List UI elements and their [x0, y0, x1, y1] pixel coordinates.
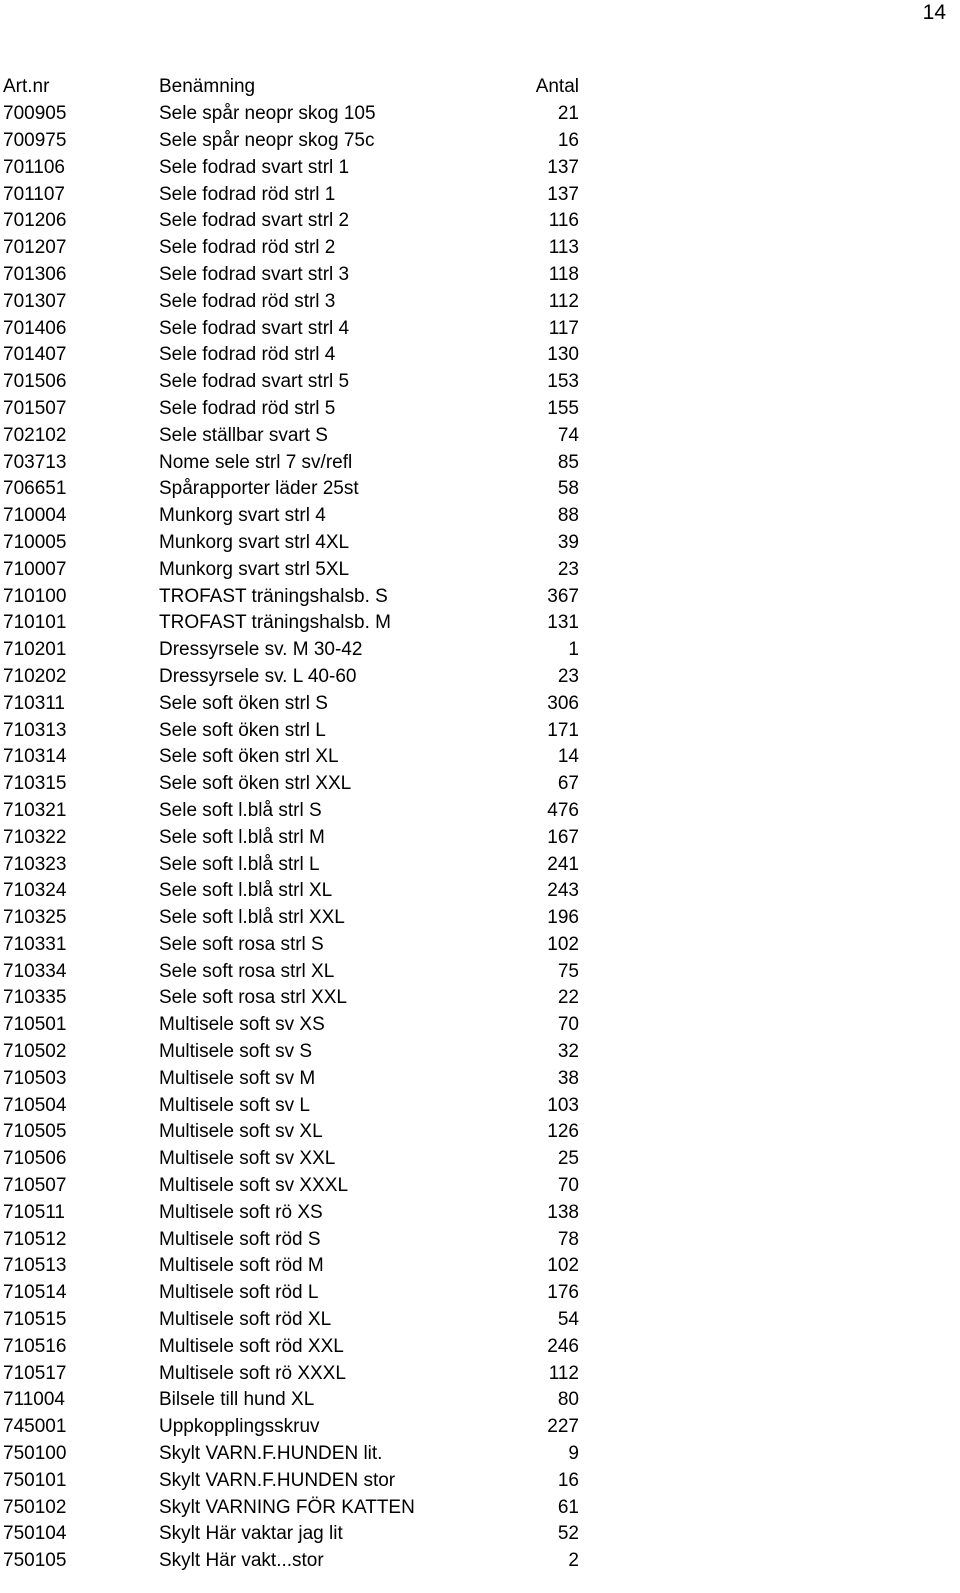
- cell-name: Multisele soft röd XXL: [159, 1335, 344, 1357]
- cell-quantity: 138: [547, 1201, 579, 1223]
- cell-quantity: 61: [557, 1496, 579, 1518]
- cell-art-nr: 745001: [3, 1416, 67, 1438]
- table-row: [3, 1092, 583, 1119]
- table-row: [3, 1065, 583, 1092]
- table-row: [3, 1253, 583, 1280]
- cell-name: Dressyrsele sv. M 30-42: [159, 639, 363, 661]
- cell-name: Sele fodrad svart strl 3: [159, 263, 350, 285]
- cell-quantity: 246: [547, 1335, 579, 1357]
- cell-name: Multisele soft sv XXL: [159, 1148, 336, 1170]
- cell-art-nr: 750100: [3, 1443, 67, 1465]
- cell-art-nr: 710331: [3, 933, 67, 955]
- cell-quantity: 102: [547, 1255, 579, 1277]
- table-row: [3, 342, 583, 369]
- table-row: [3, 1280, 583, 1307]
- cell-art-nr: 710313: [3, 719, 67, 741]
- cell-quantity: 78: [557, 1228, 579, 1250]
- table-row: [3, 1226, 583, 1253]
- cell-quantity: 58: [557, 478, 579, 500]
- cell-quantity: 14: [557, 746, 579, 768]
- cell-art-nr: 701507: [3, 397, 67, 419]
- table-row: [3, 208, 583, 235]
- table-row: [3, 101, 583, 128]
- cell-art-nr: 710324: [3, 880, 67, 902]
- table-row: [3, 1012, 583, 1039]
- table-row: [3, 422, 583, 449]
- table-row: [3, 824, 583, 851]
- cell-art-nr: 710506: [3, 1148, 67, 1170]
- cell-name: Skylt VARNING FÖR KATTEN: [159, 1496, 415, 1518]
- cell-art-nr: 710335: [3, 987, 67, 1009]
- table-row: [3, 396, 583, 423]
- table-row: [3, 851, 583, 878]
- cell-quantity: 306: [547, 692, 579, 714]
- table-row: [3, 369, 583, 396]
- cell-name: Sele soft öken strl XL: [159, 746, 339, 768]
- cell-art-nr: 710004: [3, 505, 67, 527]
- cell-quantity: 196: [547, 907, 579, 929]
- table-row: [3, 771, 583, 798]
- table-header: [3, 74, 583, 101]
- cell-name: Sele soft rosa strl S: [159, 933, 324, 955]
- cell-art-nr: 703713: [3, 451, 67, 473]
- cell-name: Munkorg svart strl 5XL: [159, 558, 350, 580]
- cell-name: Sele ställbar svart S: [159, 424, 328, 446]
- cell-name: Uppkopplingsskruv: [159, 1416, 320, 1438]
- cell-quantity: 241: [547, 853, 579, 875]
- cell-quantity: 116: [548, 210, 579, 232]
- cell-name: Multisele soft röd XL: [159, 1309, 332, 1331]
- cell-quantity: 137: [547, 156, 579, 178]
- cell-name: Sele fodrad röd strl 4: [159, 344, 336, 366]
- cell-quantity: 39: [557, 531, 579, 553]
- cell-quantity: 1: [568, 639, 579, 661]
- cell-name: Multisele soft rö XS: [159, 1201, 323, 1223]
- cell-art-nr: 711004: [3, 1389, 65, 1411]
- cell-quantity: 118: [548, 263, 579, 285]
- cell-name: Multisele soft sv M: [159, 1067, 316, 1089]
- cell-quantity: 23: [557, 558, 579, 580]
- cell-quantity: 16: [557, 1469, 579, 1491]
- header-name: Benämning: [159, 76, 256, 98]
- table-row: [3, 181, 583, 208]
- cell-quantity: 112: [548, 1362, 579, 1384]
- cell-quantity: 88: [557, 505, 579, 527]
- table-row: [3, 154, 583, 181]
- cell-quantity: 131: [547, 612, 579, 634]
- cell-art-nr: 710513: [3, 1255, 67, 1277]
- cell-art-nr: 710514: [3, 1282, 67, 1304]
- cell-name: Sele fodrad röd strl 2: [159, 237, 336, 259]
- cell-art-nr: 710505: [3, 1121, 67, 1143]
- cell-art-nr: 710005: [3, 531, 67, 553]
- cell-name: Dressyrsele sv. L 40-60: [159, 665, 357, 687]
- cell-quantity: 227: [547, 1416, 579, 1438]
- cell-name: Sele fodrad röd strl 1: [159, 183, 336, 205]
- header-quantity: Antal: [535, 76, 579, 98]
- page-number: 14: [922, 1, 946, 24]
- cell-art-nr: 710503: [3, 1067, 67, 1089]
- cell-art-nr: 710515: [3, 1309, 67, 1331]
- cell-name: Sele soft l.blå strl XXL: [159, 907, 345, 929]
- cell-name: Sele soft rosa strl XL: [159, 960, 335, 982]
- table-row: [3, 690, 583, 717]
- cell-art-nr: 701307: [3, 290, 67, 312]
- table-row: [3, 449, 583, 476]
- table-row: [3, 1521, 583, 1548]
- cell-quantity: 167: [547, 826, 579, 848]
- inventory-table: [3, 74, 583, 1575]
- cell-art-nr: 710334: [3, 960, 67, 982]
- cell-quantity: 23: [557, 665, 579, 687]
- cell-quantity: 21: [557, 103, 579, 125]
- table-row: [3, 476, 583, 503]
- cell-art-nr: 710512: [3, 1228, 67, 1250]
- table-row: [3, 1119, 583, 1146]
- table-row: [3, 1307, 583, 1334]
- cell-art-nr: 701106: [3, 156, 65, 178]
- cell-name: Skylt VARN.F.HUNDEN stor: [159, 1469, 396, 1491]
- cell-art-nr: 710323: [3, 853, 67, 875]
- cell-name: Sele fodrad röd strl 3: [159, 290, 336, 312]
- cell-art-nr: 710201: [3, 639, 67, 661]
- table-row: [3, 1146, 583, 1173]
- cell-name: Munkorg svart strl 4: [159, 505, 326, 527]
- table-row: [3, 958, 583, 985]
- cell-quantity: 70: [557, 1175, 579, 1197]
- cell-art-nr: 701206: [3, 210, 67, 232]
- cell-art-nr: 701207: [3, 237, 67, 259]
- cell-name: Sele fodrad svart strl 1: [159, 156, 350, 178]
- table-row: [3, 503, 583, 530]
- cell-name: Multisele soft sv S: [159, 1041, 313, 1063]
- cell-quantity: 38: [557, 1067, 579, 1089]
- cell-name: Sele fodrad svart strl 5: [159, 371, 350, 393]
- cell-quantity: 137: [547, 183, 579, 205]
- table-row: [3, 235, 583, 262]
- cell-name: Sele fodrad röd strl 5: [159, 397, 336, 419]
- cell-art-nr: 701407: [3, 344, 67, 366]
- cell-name: Sele fodrad svart strl 4: [159, 317, 350, 339]
- table-row: [3, 798, 583, 825]
- table-row: [3, 932, 583, 959]
- table-body: [3, 101, 583, 1575]
- cell-quantity: 16: [557, 129, 579, 151]
- cell-art-nr: 710507: [3, 1175, 67, 1197]
- table-row: [3, 1360, 583, 1387]
- cell-quantity: 126: [547, 1121, 579, 1143]
- cell-art-nr: 710516: [3, 1335, 67, 1357]
- cell-name: Sele soft öken strl L: [159, 719, 326, 741]
- table-row: [3, 878, 583, 905]
- cell-name: Sele soft l.blå strl L: [159, 853, 320, 875]
- cell-art-nr: 710511: [3, 1201, 65, 1223]
- cell-quantity: 67: [557, 773, 579, 795]
- table-row: [3, 556, 583, 583]
- cell-name: Munkorg svart strl 4XL: [159, 531, 350, 553]
- cell-name: Nome sele strl 7 sv/refl: [159, 451, 353, 473]
- cell-art-nr: 750105: [3, 1550, 67, 1572]
- cell-name: TROFAST träningshalsb. S: [159, 585, 388, 607]
- cell-art-nr: 750102: [3, 1496, 67, 1518]
- cell-name: Multisele soft sv XS: [159, 1014, 325, 1036]
- table-row: [3, 1467, 583, 1494]
- table-row: [3, 905, 583, 932]
- table-row: [3, 1387, 583, 1414]
- cell-name: Multisele soft röd M: [159, 1255, 324, 1277]
- cell-quantity: 32: [557, 1041, 579, 1063]
- table-row: [3, 985, 583, 1012]
- cell-name: Sele soft l.blå strl XL: [159, 880, 333, 902]
- header-art-nr: Art.nr: [3, 76, 50, 98]
- table-row: [3, 530, 583, 557]
- cell-art-nr: 701406: [3, 317, 67, 339]
- cell-name: Sele soft öken strl XXL: [159, 773, 352, 795]
- cell-name: Sele soft l.blå strl M: [159, 826, 325, 848]
- cell-art-nr: 750104: [3, 1523, 67, 1545]
- cell-name: Multisele soft röd S: [159, 1228, 321, 1250]
- cell-quantity: 130: [547, 344, 579, 366]
- table-row: [3, 717, 583, 744]
- cell-quantity: 74: [557, 424, 579, 446]
- table-row: [3, 583, 583, 610]
- cell-name: Bilsele till hund XL: [159, 1389, 315, 1411]
- cell-quantity: 2: [568, 1550, 579, 1572]
- cell-art-nr: 710325: [3, 907, 67, 929]
- cell-quantity: 9: [568, 1443, 579, 1465]
- cell-quantity: 171: [547, 719, 579, 741]
- cell-name: Multisele soft röd L: [159, 1282, 319, 1304]
- cell-art-nr: 710007: [3, 558, 67, 580]
- cell-quantity: 176: [547, 1282, 579, 1304]
- table-row: [3, 288, 583, 315]
- cell-quantity: 117: [548, 317, 579, 339]
- table-row: [3, 128, 583, 155]
- cell-art-nr: 710101: [3, 612, 67, 634]
- cell-art-nr: 701506: [3, 371, 67, 393]
- table-row: [3, 315, 583, 342]
- cell-name: Skylt Här vaktar jag lit: [159, 1523, 343, 1545]
- cell-name: Sele soft l.blå strl S: [159, 799, 322, 821]
- cell-quantity: 75: [557, 960, 579, 982]
- table-row: [3, 664, 583, 691]
- cell-name: Sele soft öken strl S: [159, 692, 328, 714]
- cell-name: Multisele soft sv L: [159, 1094, 310, 1116]
- cell-quantity: 476: [547, 799, 579, 821]
- table-row: [3, 262, 583, 289]
- cell-art-nr: 700905: [3, 103, 67, 125]
- cell-art-nr: 710517: [3, 1362, 67, 1384]
- cell-quantity: 70: [557, 1014, 579, 1036]
- cell-name: Sele fodrad svart strl 2: [159, 210, 350, 232]
- cell-quantity: 80: [557, 1389, 579, 1411]
- cell-quantity: 113: [548, 237, 579, 259]
- table-row: [3, 1548, 583, 1575]
- cell-quantity: 25: [557, 1148, 579, 1170]
- cell-name: Multisele soft rö XXXL: [159, 1362, 346, 1384]
- cell-quantity: 52: [557, 1523, 579, 1545]
- cell-quantity: 153: [547, 371, 579, 393]
- table-row: [3, 1494, 583, 1521]
- cell-art-nr: 710315: [3, 773, 67, 795]
- cell-art-nr: 700975: [3, 129, 67, 151]
- cell-quantity: 22: [557, 987, 579, 1009]
- table-row: [3, 1199, 583, 1226]
- cell-name: Sele soft rosa strl XXL: [159, 987, 347, 1009]
- cell-quantity: 54: [557, 1309, 579, 1331]
- cell-quantity: 102: [547, 933, 579, 955]
- table-row: [3, 610, 583, 637]
- cell-art-nr: 710504: [3, 1094, 67, 1116]
- cell-art-nr: 710322: [3, 826, 67, 848]
- cell-art-nr: 710314: [3, 746, 67, 768]
- cell-quantity: 243: [547, 880, 579, 902]
- cell-art-nr: 710100: [3, 585, 67, 607]
- table-row: [3, 1173, 583, 1200]
- cell-name: Multisele soft sv XXXL: [159, 1175, 349, 1197]
- cell-name: Skylt Här vakt...stor: [159, 1550, 324, 1572]
- cell-name: TROFAST träningshalsb. M: [159, 612, 391, 634]
- cell-quantity: 103: [547, 1094, 579, 1116]
- cell-art-nr: 710321: [3, 799, 67, 821]
- cell-art-nr: 710311: [3, 692, 65, 714]
- cell-art-nr: 710502: [3, 1041, 67, 1063]
- table-row: [3, 744, 583, 771]
- cell-name: Sele spår neopr skog 105: [159, 103, 376, 125]
- cell-name: Skylt VARN.F.HUNDEN lit.: [159, 1443, 383, 1465]
- table-row: [3, 1333, 583, 1360]
- cell-quantity: 155: [547, 397, 579, 419]
- cell-quantity: 367: [547, 585, 579, 607]
- cell-name: Multisele soft sv XL: [159, 1121, 323, 1143]
- cell-art-nr: 702102: [3, 424, 67, 446]
- table-row: [3, 1441, 583, 1468]
- cell-art-nr: 710501: [3, 1014, 67, 1036]
- cell-art-nr: 701306: [3, 263, 67, 285]
- cell-name: Sele spår neopr skog 75c: [159, 129, 375, 151]
- cell-name: Spårapporter läder 25st: [159, 478, 359, 500]
- cell-art-nr: 701107: [3, 183, 65, 205]
- cell-art-nr: 710202: [3, 665, 67, 687]
- cell-art-nr: 750101: [3, 1469, 67, 1491]
- table-row: [3, 1039, 583, 1066]
- table-row: [3, 637, 583, 664]
- cell-quantity: 85: [557, 451, 579, 473]
- cell-art-nr: 706651: [3, 478, 67, 500]
- table-row: [3, 1414, 583, 1441]
- cell-quantity: 112: [548, 290, 579, 312]
